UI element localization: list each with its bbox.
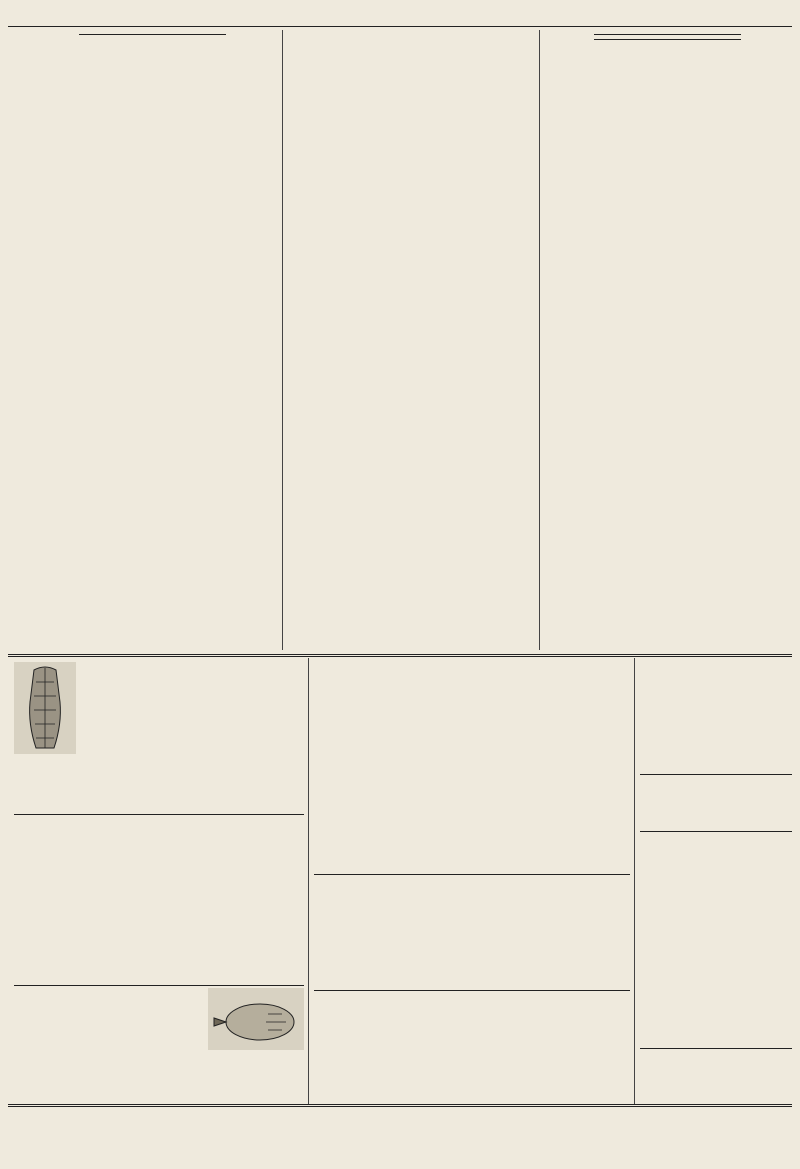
advertisements-rule — [8, 654, 792, 657]
ad-divider — [14, 985, 304, 986]
section-divider — [594, 39, 741, 40]
right-column — [545, 30, 790, 650]
section-divider — [79, 34, 226, 35]
ad-divider — [640, 831, 792, 832]
plumes-ad — [640, 777, 792, 829]
quinquina-ad — [314, 878, 630, 988]
capsules-ad — [640, 660, 792, 772]
lancet-ad — [14, 817, 304, 983]
section-divider — [594, 34, 741, 35]
feeding-bottle-illustration-icon — [208, 988, 304, 1050]
ad-divider — [314, 874, 630, 875]
dictionnaire-ad — [640, 876, 792, 1046]
charriere-ad — [14, 988, 304, 1102]
vesicatoires-ad — [640, 1051, 792, 1103]
column-divider — [539, 30, 540, 650]
corset-illustration-icon — [14, 662, 76, 754]
deviations-ad — [14, 660, 304, 812]
ad-divider — [640, 1048, 792, 1049]
chocolats-ad — [314, 660, 630, 872]
footer-rule — [8, 1104, 792, 1107]
column-divider — [282, 30, 283, 650]
middle-column — [288, 30, 533, 650]
ad-column-divider — [634, 658, 635, 1104]
header-rule — [8, 26, 792, 27]
ad-column-divider — [308, 658, 309, 1104]
magnesie-ad — [314, 994, 630, 1098]
ad-divider — [640, 774, 792, 775]
ouvrage-ad — [640, 834, 792, 874]
left-column — [30, 30, 275, 650]
ad-divider — [314, 990, 630, 991]
ad-divider — [14, 814, 304, 815]
